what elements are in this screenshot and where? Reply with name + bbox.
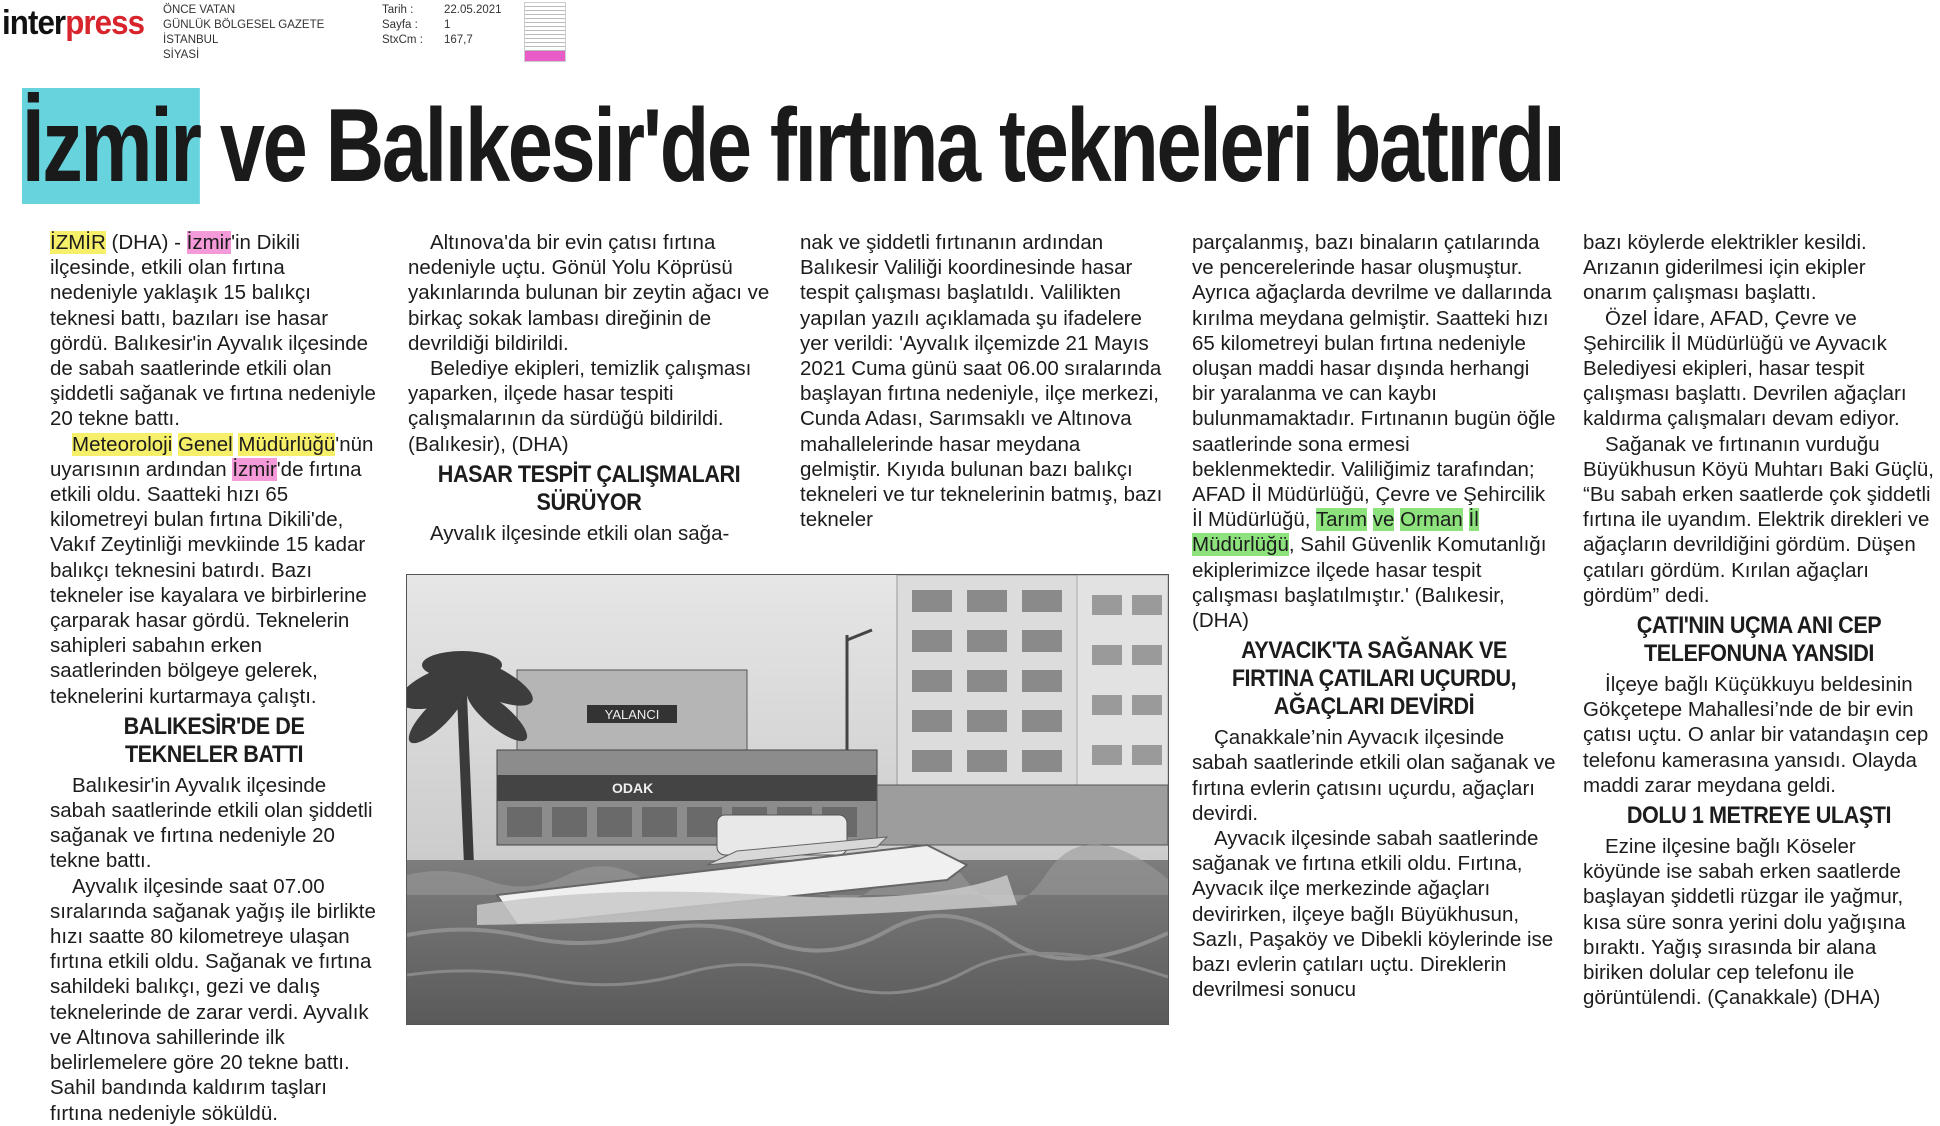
publication-name: ÖNCE VATAN (163, 4, 236, 16)
headline-highlight-izmir: İzmir (22, 88, 200, 204)
page-thumbnail[interactable] (524, 2, 566, 62)
paragraph: Özel İdare, AFAD, Çevre ve Şehircilik İl Müdürlüğü ve Ayvacık Belediyesi ekipleri, hasar tespit çalışması başlattı. Devrilen ağaçları kaldırma çalışmaları devam ediyor. (1583, 306, 1907, 431)
paragraph: Sağanak ve fırtınanın vurduğu Büyükhusun Köyü Muhtarı Baki Güçlü, “Bu sabah erken saatlerde çok şiddetli fırtına ile uyandım. Elektrik direkleri ve ağaçların devrildiğini gördüm. Düşen çatıları gördüm. Kırılan ağaçları gördüm” dedi. (1583, 432, 1934, 607)
interpress-logo: interpress (2, 4, 145, 42)
thumbnail-highlight (525, 51, 565, 61)
paragraph: parçalanmış, bazı binaların çatılarında ve pencerelerinde hasar oluşmuştur. Ayrıca ağaçlarda devrilme ve dallarında kırılma meydana gelmiştir. Saatteki hızı 65 kilometreyi bulan fırtına nedeniyle oluşan maddi hasar dışında herhangi bir yaralanma ve can kaybı bulunmamaktadır. Fırtınanın bugün öğle saatlerinde sona ermesi beklenmektedir. Valiliğimiz tarafından; AFAD İl Müdürlüğü, Çevre ve Şehircilik İl Müdürlüğü, Tarım ve Orman İl Müdürlüğü, Sahil Güvenlik Komutanlığı ekiplerimizce ilçede hasar tespit çalışması başlatılmıştır.' (Balıkesir, (DHA) (1192, 231, 1556, 633)
paragraph: Balıkesir'in Ayvalık ilçesinde sabah saatlerinde etkili olan şiddetli sağanak ve fırtına nedeniyle 20 tekne battı. (50, 773, 373, 873)
paragraph: Altınova'da bir evin çatısı fırtına nedeniyle uçtu. Gönül Yolu Köprüsü yakınlarında bulunan bir zeytin ağacı ve birkaç sokak lambası direğinin de devrildiği bildirildi. (408, 231, 770, 355)
clipping-header (0, 0, 560, 62)
publication-info (163, 3, 324, 63)
subheading: DOLU 1 METREYE ULAŞTI (1626, 802, 1892, 830)
paragraph: Meteoroloji Genel Müdürlüğü'nün uyarısının ardından İzmir'de fırtına etkili oldu. Saatteki hızı 65 kilometreyi bulan fırtına Dikili'de, Vakıf Zeytinliği mevkiinde 15 kadar balıkçı teknesini batırdı. Bazı tekneler ise kayalara ve birbirlerine çarparak hasar gördü. Teknelerin sahipleri sabahın erken saatlerinden bölgeye gelerek, teknelerini kurtarmaya çalıştı. (50, 432, 374, 708)
subheading: HASAR TESPİT ÇALIŞMALARI SÜRÜYOR (437, 460, 741, 516)
paragraph: Ayvacık ilçesinde sabah saatlerinde sağanak ve fırtına etkili oldu. Fırtına, Ayvacık ilçe merkezinde ağaçları devirirken, ilçeye bağlı Büyükhusun, Sazlı, Paşaköy ve Dibekli köylerinde ise bazı evlerin çatıları uçtu. Direklerin devrilmesi sonucu (1192, 827, 1554, 1002)
sign-top: YALANCI (604, 707, 660, 722)
photo-illustration (407, 575, 1168, 1024)
paragraph: nak ve şiddetli fırtınanın ardından Balıkesir Valiliği koordinesinde hasar tespit çalışması başlatıldı. Valilikten yapılan yazılı açıklamada şu ifadelere yer verildi: 'Ayvalık ilçemizde 21 Mayıs 2021 Cuma günü saat 06.00 sıralarında başlayan fırtına nedeniyle, ilçe merkezi, Cunda Adası, Sarımsaklı ve Altınova mahallelerinde hasar meydana gelmiştir. Kıyıda bulunan bazı balıkçı tekneleri ve tur teknelerinin batmış, bazı tekneler (800, 231, 1163, 532)
subheading: BALIKESİR'DE DE TEKNELER BATTI (123, 712, 305, 768)
date-field: Tarih : 22.05.2021 (382, 4, 502, 16)
publication-city: İSTANBUL (163, 34, 219, 46)
headline-rest: ve Balıkesir'de fırtına tekneleri batırdı (199, 88, 1564, 204)
stxcm-field: StxCm : 167,7 (382, 34, 473, 46)
sign-left: ODAK (612, 780, 654, 796)
page-field: Sayfa : 1 (382, 19, 451, 31)
subheading: ÇATI'NIN UÇMA ANI CEP TELEFONUNA YANSIDI (1636, 612, 1882, 668)
paragraph: Ayvalık ilçesinde etkili olan sağa- (430, 521, 730, 545)
paragraph: bazı köylerde elektrikler kesildi. Arızanın giderilmesi için ekipler onarım çalışması başlattı. (1583, 231, 1867, 305)
lead-paragraph: İZMİR (DHA) - İzmir'in Dikili ilçesinde, etkili olan fırtına nedeniyle yaklaşık 15 balıkçı teknesi battı, bazıları ise hasar gördü. Balıkesir'in Ayvalık ilçesinde de sabah saatlerinde etkili olan şiddetli sağanak ve fırtına nedeniyle 20 tekne battı. (50, 231, 376, 431)
paragraph: Çanakkale’nin Ayvacık ilçesinde sabah saatlerinde etkili olan sağanak ve fırtına evlerin çatısını uçurdu, ağaçları devirdi. (1192, 726, 1556, 825)
news-photo-sunken-boat (406, 574, 1169, 1025)
publication-category: SİYASİ (163, 49, 200, 61)
paragraph: Belediye ekipleri, temizlik çalışması yaparken, ilçede hasar tespiti çalışmalarının da sürdüğü bildirildi. (Balıkesir), (DHA) (408, 357, 752, 456)
column-4 (1192, 230, 1556, 1002)
article-headline (22, 88, 1564, 204)
subheading: AYVACIK'TA SAĞANAK VE FIRTINA ÇATILARI UÇURDU, AĞAÇLARI DEVİRDİ (1231, 637, 1517, 721)
column-3 (800, 230, 1164, 532)
column-5 (1583, 230, 1935, 1010)
clip-fields (382, 3, 502, 48)
column-1 (50, 230, 378, 1126)
publication-type: GÜNLÜK BÖLGESEL GAZETE (163, 19, 325, 31)
paragraph: Ezine ilçesine bağlı Köseler köyünde ise sabah erken saatlerde başlayan şiddetli rüzgar ile yağmur, kısa süre sonra yerini dolu yağışına bıraktı. Yağış sırasında bir alana biriken dolular cep telefonu ile görüntülendi. (Çanakkale) (DHA) (1583, 835, 1906, 1010)
paragraph: İlçeye bağlı Küçükkuyu beldesinin Gökçetepe Mahallesi’nde de bir evin çatısı uçtu. O anlar bir vatandaşın cep telefonu kamerasına yansıdı. Olayda maddi zarar meydana geldi. (1583, 673, 1929, 797)
column-2 (408, 230, 770, 546)
paragraph: Ayvalık ilçesinde saat 07.00 sıralarında sağanak yağış ile birlikte hızı saatte 80 kilometreye ulaşan fırtına etkili oldu. Sağanak ve fırtına sahildeki balıkçı, gezi ve dalış teknelerinde de zarar verdi. Ayvalık ve Altınova sahillerinde ilk belirlemelere göre 20 tekne battı. Sahil bandında kaldırım taşları fırtına nedeniyle söküldü. (50, 874, 376, 1125)
